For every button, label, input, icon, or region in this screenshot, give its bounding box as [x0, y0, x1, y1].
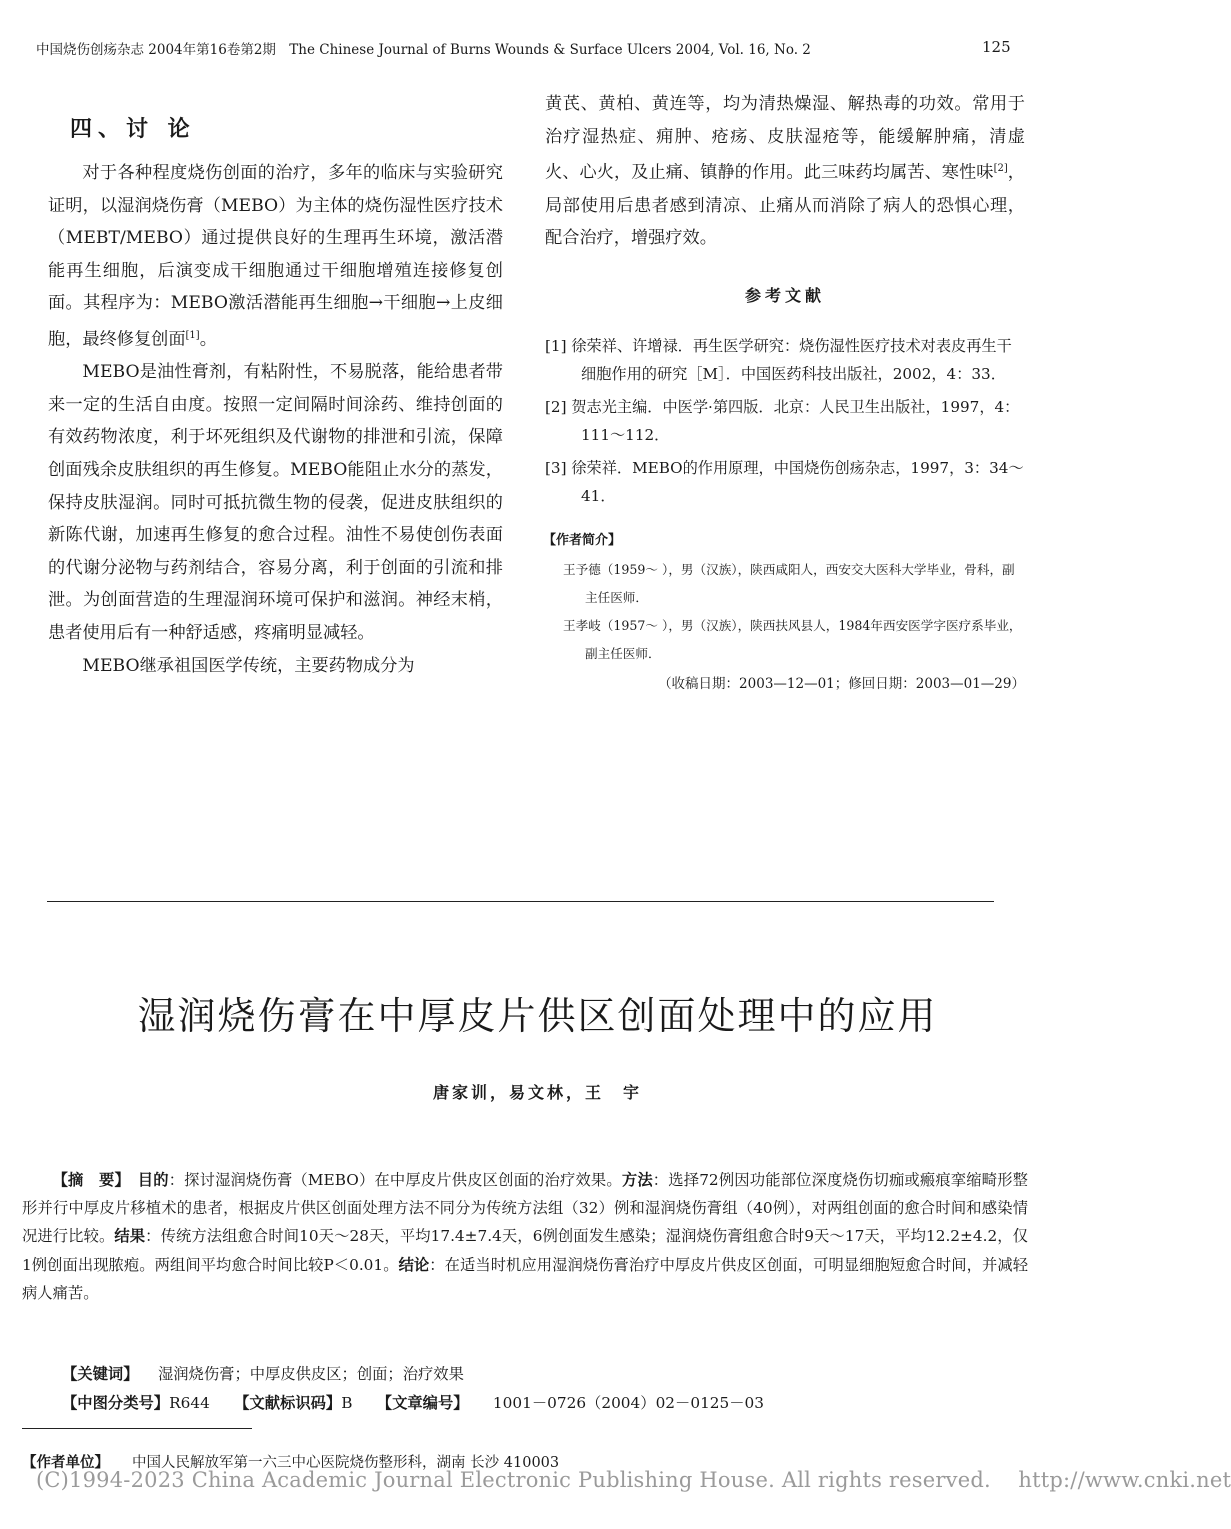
- section-divider: [47, 901, 994, 902]
- reference-item: [1] 徐荣祥、许增禄．再生医学研究：烧伤湿性医疗技术对表皮再生干细胞作用的研究［M］．中国医药科技出版社，2002，4：33．: [545, 336, 1012, 384]
- author-intro-label: 【作者简介】: [543, 532, 622, 548]
- discussion-paragraph-2: MEBO是油性膏剂，有粘附性，不易脱落，能给患者带来一定的生活自由度。按照一定间隔时间涂药、维持创面的有效药物浓度，利于坏死组织及代谢物的排泄和引流，保障创面残余皮肤组织的再生修复。MEBO能阻止水分的蒸发，保持皮肤湿润。同时可抵抗微生物的侵袭，促进皮肤组织的新陈代谢，加速再生修复的愈合过程。油性不易使创伤表面的代谢分泌物与药剂结合，容易分离，利于创面的引流和排泄。为创面营造的生理湿润环境可保护和滋润。神经末梢，患者使用后有一种舒适感，疼痛明显减轻。: [48, 362, 503, 644]
- journal-name-cn: 中国烧伤创疡杂志 2004年第16卷第2期: [36, 42, 276, 58]
- discussion-paragraph-1: 对于各种程度烧伤创面的治疗，多年的临床与实验研究证明，以湿润烧伤膏（MEBO）为主体的烧伤湿性医疗技术（MEBT/MEBO）通过提供良好的生理再生环境，激活潜能再生细胞，后演变成干细胞通过干细胞增殖连接修复创面。其程序为：MEBO激活潜能再生细胞→干细胞→上皮细胞，最终修复创面[1]。: [48, 163, 503, 350]
- abstract-label: 【摘 要】: [52, 1171, 123, 1189]
- page-number: 125: [982, 38, 1011, 56]
- discussion-paragraph-continued: 黄芪、黄柏、黄连等，均为清热燥湿、解热毒的功效。常用于治疗湿热症、痈肿、疮疡、皮肤湿疮等，能缓解肿痛，清虚火、心火，及止痛、镇静的作用。此三味药均属苦、寒性味[2]，局部使用后患者感到清凉、止痛从而消除了病人的恐惧心理，配合治疗，增强疗效。: [545, 94, 1025, 249]
- running-header: [36, 38, 1036, 58]
- doc-code-label: 【文献标识码】: [234, 1394, 342, 1412]
- clc-label: 【中图分类号】: [62, 1394, 170, 1412]
- doc-code-value: B: [341, 1394, 353, 1412]
- left-column: [48, 100, 503, 682]
- reference-item: [3] 徐荣祥．MEBO的作用原理，中国烧伤创疡杂志，1997，3：34～41．: [545, 458, 1024, 506]
- cnki-link[interactable]: http://www.cnki.net: [1018, 1468, 1231, 1492]
- section-title: 四、讨 论: [70, 117, 196, 142]
- right-column: [545, 88, 1025, 692]
- affiliation-label: 【作者单位】: [22, 1455, 109, 1471]
- keywords-line: [62, 1362, 464, 1384]
- author-note: 王予德（1959～ ），男（汉族），陕西咸阳人，西安交大医科大学毕业，骨科，副主任医师．: [563, 561, 1015, 605]
- references-title: 参考文献: [744, 285, 825, 305]
- copyright-watermark: [36, 1468, 1231, 1492]
- reference-item: [2] 贺志光主编．中医学·第四版．北京：人民卫生出版社，1997，4：111～112．: [545, 397, 1020, 445]
- clc-value: R644: [169, 1394, 210, 1412]
- affiliation: 中国人民解放军第一六三中心医院烧伤整形科，湖南 长沙 410003: [132, 1455, 560, 1471]
- journal-name-en: The Chinese Journal of Burns Wounds & Surface Ulcers 2004, Vol. 16, No. 2: [289, 42, 811, 58]
- classification-line: [62, 1391, 764, 1413]
- keywords-label: 【关键词】: [62, 1365, 139, 1383]
- article-no-value: 1001－0726（2004）02－0125－03: [492, 1394, 765, 1412]
- copyright-text: (C)1994-2023 China Academic Journal Electronic Publishing House. All rights reserved.: [36, 1468, 991, 1492]
- received-date: （收稿日期：2003—12—01；修回日期：2003—01—29）: [658, 675, 1025, 692]
- footnote-rule: [22, 1428, 252, 1429]
- author-note: 王孝岐（1957～ ），男（汉族），陕西扶风县人，1984年西安医学字医疗系毕业，副主任医师．: [563, 617, 1022, 661]
- article-no-label: 【文章编号】: [376, 1394, 469, 1412]
- citation[interactable]: [1]: [185, 329, 200, 341]
- article-authors: 唐家训，易文林，王 宇: [432, 1083, 642, 1102]
- abstract: 【摘 要】 目的：探讨湿润烧伤膏（MEBO）在中厚皮片供皮区创面的治疗效果。方法：选择72例因功能部位深度烧伤切痂或瘢痕挛缩畸形整形并行中厚皮片移植术的患者，根据皮片供区创面处理方法不同分为传统方法组（32）例和湿润烧伤膏组（40例），对两组创面的愈合时间和感染情况进行比较。结果：传统方法组愈合时间10天～28天，平均17.4±7.4天，6例创面发生感染；湿润烧伤膏组愈合时9天～17天，平均12.2±4.2，仅1例创面出现脓疱。两组间平均愈合时间比较P＜0.01。结论：在适当时机应用湿润烧伤膏治疗中厚皮片供皮区创面，可明显细胞短愈合时间，并减轻病人痛苦。: [22, 1171, 1028, 1302]
- article-title: 湿润烧伤膏在中厚皮片供区创面处理中的应用: [137, 994, 938, 1038]
- discussion-paragraph-3: MEBO继承祖国医学传统，主要药物成分为: [82, 655, 415, 676]
- citation[interactable]: [2]: [993, 163, 1008, 175]
- keywords: 湿润烧伤膏；中厚皮供皮区；创面；治疗效果: [157, 1365, 464, 1383]
